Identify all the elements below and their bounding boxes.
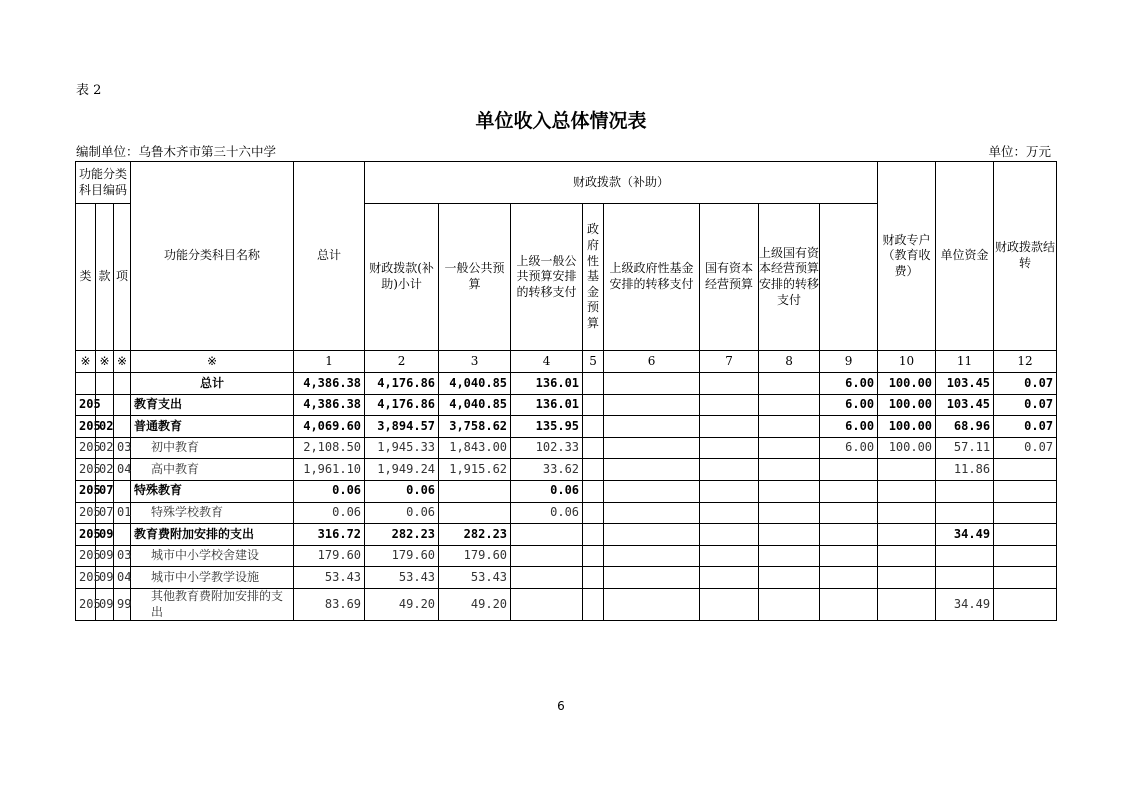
amount-cell: 2,108.50 <box>294 437 365 459</box>
amount-cell <box>820 502 878 524</box>
amount-cell <box>820 480 878 502</box>
amount-cell <box>604 545 700 567</box>
amount-cell: 103.45 <box>936 373 994 395</box>
amount-cell <box>511 567 583 589</box>
amount-cell <box>604 394 700 416</box>
code-lei-cell: 205 <box>76 502 96 524</box>
code-kuan-cell: 09 <box>96 567 114 589</box>
grant-subtotal-header: 财政拨款(补助)小计 <box>365 204 439 351</box>
amount-cell <box>878 502 936 524</box>
amount-cell: 4,386.38 <box>294 394 365 416</box>
amount-cell: 103.45 <box>936 394 994 416</box>
subject-name-cell: 教育支出 <box>131 394 294 416</box>
currency-unit: 单位：万元 <box>988 144 1051 159</box>
amount-cell <box>439 480 511 502</box>
amount-cell <box>759 524 820 546</box>
column-index-cell: 1 <box>294 351 365 373</box>
general-budget-header: 一般公共预算 <box>439 204 511 351</box>
amount-cell: 33.62 <box>511 459 583 481</box>
code-lei-cell: 205 <box>76 588 96 620</box>
amount-cell <box>759 437 820 459</box>
amount-cell: 136.01 <box>511 394 583 416</box>
subject-name-cell: 高中教育 <box>131 459 294 481</box>
table-row <box>76 588 1057 620</box>
amount-cell <box>604 502 700 524</box>
amount-cell <box>700 416 759 438</box>
table-row <box>76 502 1057 524</box>
column-index-cell: 4 <box>511 351 583 373</box>
table-row <box>76 480 1057 502</box>
amount-cell <box>700 394 759 416</box>
subject-name-cell: 特殊教育 <box>131 480 294 502</box>
subject-name-cell: 总计 <box>131 373 294 395</box>
amount-cell: 0.07 <box>994 416 1057 438</box>
amount-cell <box>878 480 936 502</box>
code-lei-cell: 205 <box>76 459 96 481</box>
amount-cell: 100.00 <box>878 373 936 395</box>
code-kuan-cell: 02 <box>96 416 114 438</box>
amount-cell <box>936 502 994 524</box>
amount-cell: 3,894.57 <box>365 416 439 438</box>
amount-cell: 1,915.62 <box>439 459 511 481</box>
code-group-header: 功能分类科目编码 <box>76 162 131 204</box>
code-xiang-cell: 99 <box>114 588 131 620</box>
amount-cell: 49.20 <box>365 588 439 620</box>
amount-cell <box>759 502 820 524</box>
lei-header: 类 <box>76 204 96 351</box>
subject-name-cell: 初中教育 <box>131 437 294 459</box>
code-xiang-cell <box>114 480 131 502</box>
amount-cell: 100.00 <box>878 437 936 459</box>
amount-cell <box>759 567 820 589</box>
income-table <box>75 161 1057 621</box>
amount-cell <box>700 459 759 481</box>
amount-cell: 0.06 <box>511 480 583 502</box>
amount-cell: 0.06 <box>294 502 365 524</box>
amount-cell <box>700 567 759 589</box>
amount-cell: 1,949.24 <box>365 459 439 481</box>
amount-cell <box>994 588 1057 620</box>
amount-cell: 49.20 <box>439 588 511 620</box>
code-xiang-cell: 01 <box>114 502 131 524</box>
code-lei-cell: 205 <box>76 567 96 589</box>
amount-cell <box>700 437 759 459</box>
page-number: 6 <box>557 699 565 713</box>
amount-cell <box>759 373 820 395</box>
amount-cell: 4,040.85 <box>439 394 511 416</box>
amount-cell <box>759 545 820 567</box>
code-kuan-cell: 09 <box>96 545 114 567</box>
amount-cell <box>511 545 583 567</box>
amount-cell: 4,176.86 <box>365 373 439 395</box>
amount-cell: 1,843.00 <box>439 437 511 459</box>
amount-cell <box>994 545 1057 567</box>
column-index-cell: ※ <box>76 351 96 373</box>
column-index-cell: ※ <box>96 351 114 373</box>
column-index-cell: 12 <box>994 351 1057 373</box>
amount-cell <box>583 567 604 589</box>
code-kuan-cell: 09 <box>96 524 114 546</box>
amount-cell <box>820 588 878 620</box>
amount-cell <box>936 480 994 502</box>
code-lei-cell: 205 <box>76 545 96 567</box>
amount-cell <box>700 373 759 395</box>
column-index-cell: 3 <box>439 351 511 373</box>
amount-cell <box>820 545 878 567</box>
amount-cell <box>759 588 820 620</box>
table-row <box>76 545 1057 567</box>
amount-cell <box>583 459 604 481</box>
amount-cell <box>583 437 604 459</box>
amount-cell: 100.00 <box>878 394 936 416</box>
state-capital-header: 国有资本经营预算 <box>700 204 759 351</box>
amount-cell <box>759 416 820 438</box>
column-index-cell: 9 <box>820 351 878 373</box>
column-index-cell: 11 <box>936 351 994 373</box>
code-lei-cell: 205 <box>76 480 96 502</box>
code-lei-cell: 205 <box>76 394 96 416</box>
amount-cell: 102.33 <box>511 437 583 459</box>
amount-cell <box>994 524 1057 546</box>
amount-cell <box>583 480 604 502</box>
amount-cell <box>878 545 936 567</box>
amount-cell <box>700 588 759 620</box>
amount-cell <box>820 567 878 589</box>
amount-cell: 6.00 <box>820 373 878 395</box>
amount-cell <box>583 524 604 546</box>
amount-cell <box>439 502 511 524</box>
code-kuan-cell: 02 <box>96 437 114 459</box>
amount-cell <box>604 437 700 459</box>
amount-cell <box>604 373 700 395</box>
amount-cell: 0.06 <box>511 502 583 524</box>
code-xiang-cell <box>114 394 131 416</box>
xiang-header: 项 <box>114 204 131 351</box>
amount-cell: 179.60 <box>365 545 439 567</box>
code-kuan-cell: 07 <box>96 502 114 524</box>
amount-cell: 83.69 <box>294 588 365 620</box>
upper-state-capital-transfer-header: 上级国有资本经营预算安排的转移支付 <box>759 204 820 351</box>
subject-name-cell: 特殊学校教育 <box>131 502 294 524</box>
grant-carryover-header: 财政拨款结转 <box>994 162 1057 351</box>
amount-cell: 53.43 <box>439 567 511 589</box>
amount-cell: 282.23 <box>439 524 511 546</box>
amount-cell <box>700 502 759 524</box>
amount-cell <box>820 524 878 546</box>
code-kuan-cell <box>96 373 114 395</box>
amount-cell: 282.23 <box>365 524 439 546</box>
amount-cell <box>583 373 604 395</box>
upper-fund-transfer-header: 上级政府性基金安排的转移支付 <box>604 204 700 351</box>
amount-cell <box>759 394 820 416</box>
amount-cell: 100.00 <box>878 416 936 438</box>
amount-cell <box>583 394 604 416</box>
column-index-cell: 2 <box>365 351 439 373</box>
amount-cell <box>511 524 583 546</box>
amount-cell: 0.06 <box>365 502 439 524</box>
kuan-header: 款 <box>96 204 114 351</box>
amount-cell <box>700 545 759 567</box>
column-index-cell: 10 <box>878 351 936 373</box>
column-index-cell: 8 <box>759 351 820 373</box>
amount-cell: 0.06 <box>294 480 365 502</box>
amount-cell: 11.86 <box>936 459 994 481</box>
amount-cell: 136.01 <box>511 373 583 395</box>
column-index-cell: ※ <box>131 351 294 373</box>
amount-cell: 0.07 <box>994 373 1057 395</box>
amount-cell: 1,961.10 <box>294 459 365 481</box>
amount-cell: 68.96 <box>936 416 994 438</box>
amount-cell <box>583 588 604 620</box>
amount-cell: 4,069.60 <box>294 416 365 438</box>
amount-cell <box>994 480 1057 502</box>
amount-cell: 3,758.62 <box>439 416 511 438</box>
code-xiang-cell <box>114 373 131 395</box>
table-row <box>76 459 1057 481</box>
amount-cell: 6.00 <box>820 394 878 416</box>
amount-cell <box>759 459 820 481</box>
column-index-row <box>76 351 1057 373</box>
amount-cell <box>583 502 604 524</box>
amount-cell: 0.07 <box>994 437 1057 459</box>
amount-cell <box>994 567 1057 589</box>
amount-cell <box>936 567 994 589</box>
amount-cell <box>700 524 759 546</box>
code-xiang-cell: 04 <box>114 459 131 481</box>
table-row <box>76 373 1057 395</box>
amount-cell: 6.00 <box>820 416 878 438</box>
amount-cell <box>820 459 878 481</box>
column-index-cell: 7 <box>700 351 759 373</box>
amount-cell: 0.06 <box>365 480 439 502</box>
code-xiang-cell: 03 <box>114 545 131 567</box>
amount-cell <box>878 588 936 620</box>
code-lei-cell: 205 <box>76 437 96 459</box>
amount-cell <box>604 524 700 546</box>
code-xiang-cell: 04 <box>114 567 131 589</box>
amount-cell <box>936 545 994 567</box>
code-lei-cell <box>76 373 96 395</box>
amount-cell <box>583 416 604 438</box>
amount-cell: 6.00 <box>820 437 878 459</box>
table-row <box>76 416 1057 438</box>
amount-cell: 179.60 <box>439 545 511 567</box>
table-row <box>76 524 1057 546</box>
amount-cell <box>994 502 1057 524</box>
amount-cell <box>759 480 820 502</box>
amount-cell <box>511 588 583 620</box>
amount-cell: 53.43 <box>294 567 365 589</box>
amount-cell: 34.49 <box>936 588 994 620</box>
table-row <box>76 437 1057 459</box>
amount-cell <box>994 459 1057 481</box>
amount-cell: 34.49 <box>936 524 994 546</box>
amount-cell <box>878 459 936 481</box>
subject-name-cell: 城市中小学校舍建设 <box>131 545 294 567</box>
table-row <box>76 394 1057 416</box>
amount-cell: 0.07 <box>994 394 1057 416</box>
upper-general-transfer-header: 上级一般公共预算安排的转移支付 <box>511 204 583 351</box>
amount-cell <box>878 524 936 546</box>
special-edu-fee-header: 财政专户（教育收费） <box>878 162 936 351</box>
amount-cell: 53.43 <box>365 567 439 589</box>
amount-cell <box>604 416 700 438</box>
subject-name-cell: 其他教育费附加安排的支出 <box>131 588 294 620</box>
code-kuan-cell: 09 <box>96 588 114 620</box>
table-number-label: 表 2 <box>76 83 102 98</box>
subject-name-cell: 城市中小学教学设施 <box>131 567 294 589</box>
amount-cell <box>878 567 936 589</box>
compiling-unit: 编制单位：乌鲁木齐市第三十六中学 <box>76 144 277 159</box>
amount-cell: 57.11 <box>936 437 994 459</box>
grant-group-header: 财政拨款（补助） <box>365 162 878 204</box>
table-row <box>76 567 1057 589</box>
subject-name-header: 功能分类科目名称 <box>131 162 294 351</box>
column-index-cell: ※ <box>114 351 131 373</box>
amount-cell <box>583 545 604 567</box>
code-xiang-cell <box>114 524 131 546</box>
code-kuan-cell: 02 <box>96 459 114 481</box>
amount-cell: 4,386.38 <box>294 373 365 395</box>
amount-cell <box>604 480 700 502</box>
amount-cell: 179.60 <box>294 545 365 567</box>
total-header: 总计 <box>294 162 365 351</box>
amount-cell <box>700 480 759 502</box>
amount-cell: 4,040.85 <box>439 373 511 395</box>
subject-name-cell: 教育费附加安排的支出 <box>131 524 294 546</box>
amount-cell: 135.95 <box>511 416 583 438</box>
page-title: 单位收入总体情况表 <box>475 110 647 132</box>
subject-name-cell: 普通教育 <box>131 416 294 438</box>
gov-fund-header: 政府性基金预算 <box>583 204 604 351</box>
code-xiang-cell: 03 <box>114 437 131 459</box>
amount-cell <box>604 567 700 589</box>
amount-cell: 1,945.33 <box>365 437 439 459</box>
amount-cell <box>604 459 700 481</box>
column-index-cell: 5 <box>583 351 604 373</box>
code-kuan-cell: 07 <box>96 480 114 502</box>
code-xiang-cell <box>114 416 131 438</box>
unit-funds-header: 单位资金 <box>936 162 994 351</box>
amount-cell <box>604 588 700 620</box>
code-lei-cell: 205 <box>76 416 96 438</box>
column-index-cell: 6 <box>604 351 700 373</box>
amount-cell: 316.72 <box>294 524 365 546</box>
amount-cell: 4,176.86 <box>365 394 439 416</box>
code-lei-cell: 205 <box>76 524 96 546</box>
